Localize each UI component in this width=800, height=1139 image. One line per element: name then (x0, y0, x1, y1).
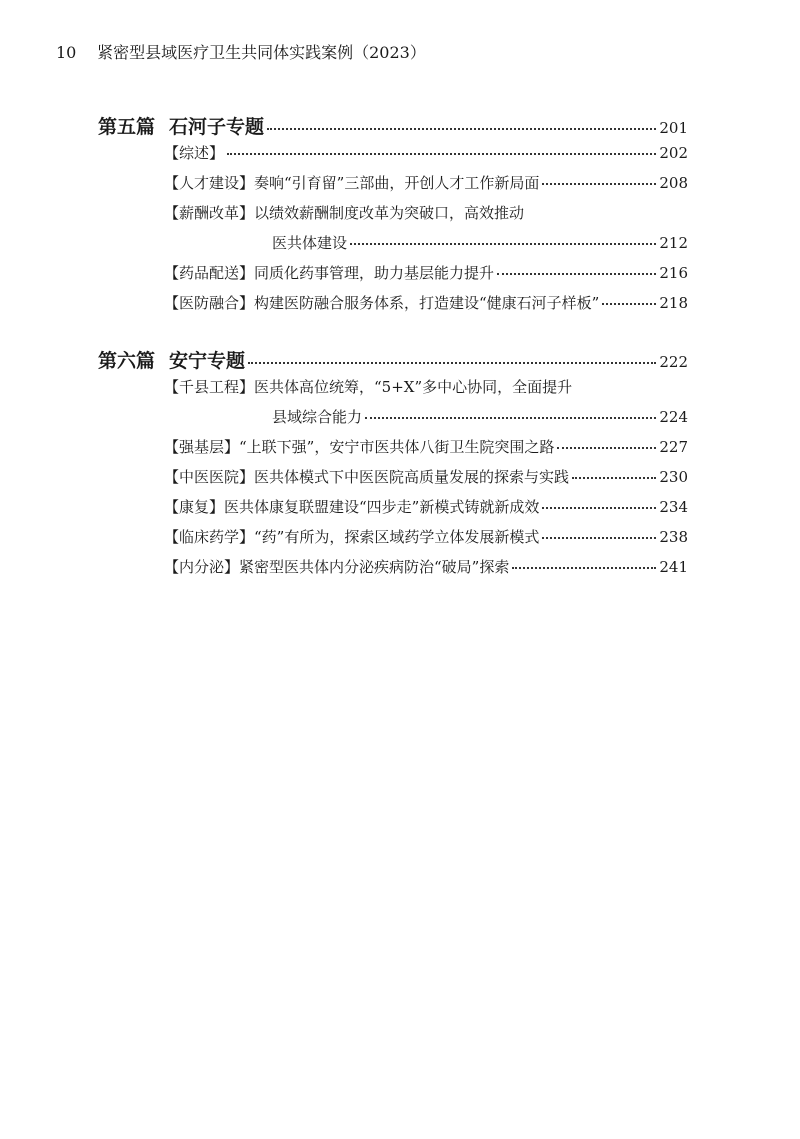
page-ref: 201 (659, 119, 688, 137)
running-header (56, 40, 426, 63)
entry-title: “药”有所为，探索区域药学立体发展新模式 (254, 528, 540, 546)
entry-tag: 【强基层】 (164, 438, 240, 456)
toc-entry-continuation[interactable] (272, 232, 688, 262)
entry-tag: 【千县工程】 (164, 378, 255, 396)
toc-entry[interactable] (164, 556, 688, 586)
toc-entry[interactable] (164, 376, 688, 406)
page-ref: 241 (659, 558, 688, 576)
page-number: 10 (56, 43, 77, 62)
dot-leader (365, 417, 656, 419)
entry-tag: 【医防融合】 (164, 294, 255, 312)
page-ref: 224 (659, 408, 688, 426)
entry-tag: 【药品配送】 (164, 264, 255, 282)
dot-leader (248, 362, 656, 364)
entry-title-continuation: 医共体建设 (272, 234, 348, 252)
entry-title: 医共体康复联盟建设“四步走”新模式铸就新成效 (224, 498, 540, 516)
page-ref: 238 (659, 528, 688, 546)
part-heading[interactable] (98, 112, 688, 142)
entry-title: 紧密型医共体内分泌疾病防治“破局”探索 (239, 558, 510, 576)
dot-leader (512, 567, 656, 569)
dot-leader (542, 183, 656, 185)
dot-leader (572, 477, 656, 479)
dot-leader (542, 537, 656, 539)
entry-title: “上联下强”，安宁市医共体八街卫生院突围之路 (239, 438, 555, 456)
dot-leader (227, 153, 656, 155)
entry-title: 医共体高位统筹，“5+X”多中心协同，全面提升 (254, 378, 573, 396)
page-ref: 212 (659, 234, 688, 252)
page-ref: 227 (659, 438, 688, 456)
toc-entry[interactable] (164, 496, 688, 526)
page-ref: 234 (659, 498, 688, 516)
page-ref: 230 (659, 468, 688, 486)
toc-entry-continuation[interactable] (272, 406, 688, 436)
entry-tag: 【中医医院】 (164, 468, 255, 486)
entry-tag: 【康复】 (164, 498, 225, 516)
toc-entry[interactable] (164, 202, 688, 232)
part-heading[interactable] (98, 346, 688, 376)
toc-part-5 (98, 112, 688, 322)
dot-leader (602, 303, 656, 305)
entry-title: 奏响“引育留”三部曲，开创人才工作新局面 (254, 174, 540, 192)
dot-leader (350, 243, 656, 245)
page-ref: 208 (659, 174, 688, 192)
dot-leader (497, 273, 656, 275)
part-title: 石河子专题 (169, 116, 265, 138)
dot-leader (542, 507, 656, 509)
toc-entry[interactable] (164, 172, 688, 202)
entry-tag: 【综述】 (164, 144, 225, 162)
entry-title: 同质化药事管理，助力基层能力提升 (254, 264, 495, 282)
part-label: 第六篇 (98, 350, 156, 372)
entry-tag: 【人才建设】 (164, 174, 255, 192)
page-ref: 218 (659, 294, 688, 312)
dot-leader (557, 447, 656, 449)
page-ref: 216 (659, 264, 688, 282)
toc-entry[interactable] (164, 142, 688, 172)
toc-entry[interactable] (164, 436, 688, 466)
dot-leader (267, 128, 656, 130)
toc-entry[interactable] (164, 466, 688, 496)
toc-part-6 (98, 346, 688, 586)
entry-tag: 【薪酬改革】 (164, 204, 255, 222)
entry-tag: 【临床药学】 (164, 528, 255, 546)
toc-entry[interactable] (164, 262, 688, 292)
part-label: 第五篇 (98, 116, 156, 138)
book-title: 紧密型县域医疗卫生共同体实践案例（2023） (97, 43, 426, 62)
toc-entry[interactable] (164, 526, 688, 556)
toc-entry[interactable] (164, 292, 688, 322)
page-ref: 222 (659, 353, 688, 371)
entry-title: 医共体模式下中医医院高质量发展的探索与实践 (254, 468, 570, 486)
entry-tag: 【内分泌】 (164, 558, 240, 576)
entry-title: 构建医防融合服务体系，打造建设“健康石河子样板” (254, 294, 600, 312)
part-title: 安宁专题 (169, 350, 246, 372)
entry-title-continuation: 县域综合能力 (272, 408, 363, 426)
entry-title: 以绩效薪酬制度改革为突破口，高效推动 (254, 204, 525, 222)
page-ref: 202 (659, 144, 688, 162)
